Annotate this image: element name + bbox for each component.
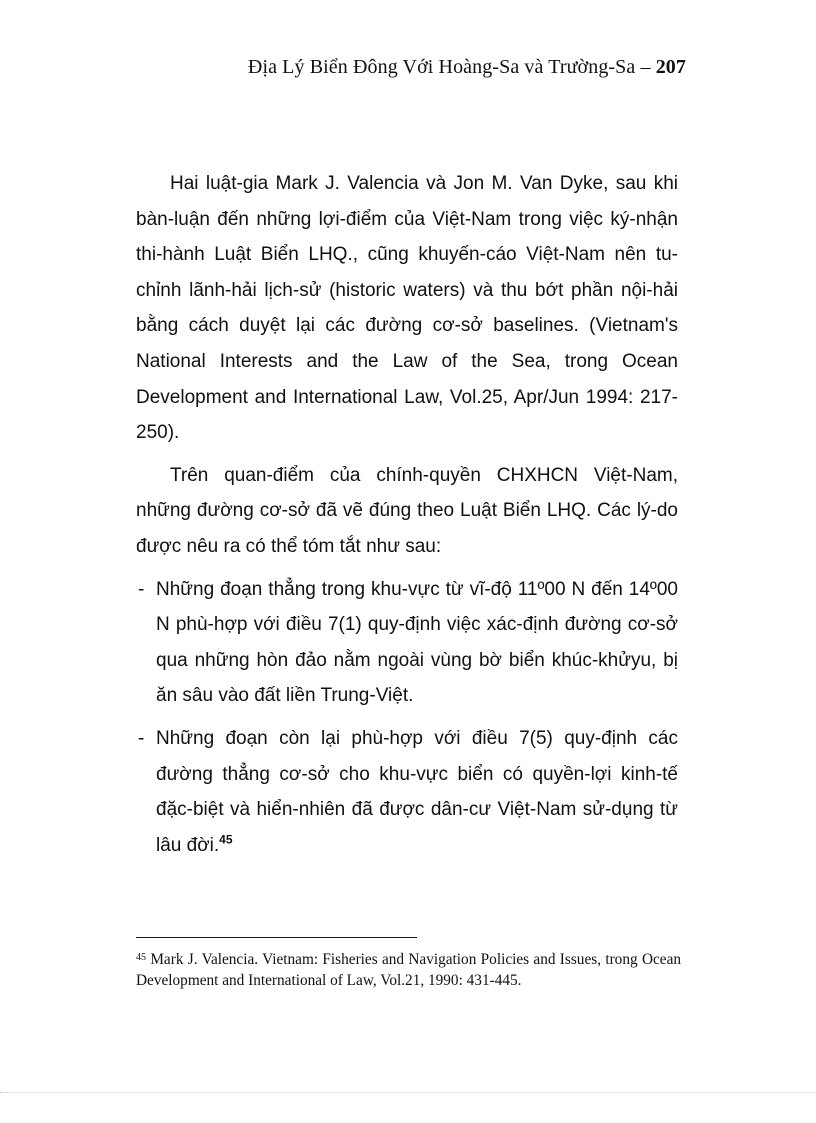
paragraph-1: Hai luật-gia Mark J. Valencia và Jon M. Van Dyke, sau khi bàn-luận đến những lợi-điểm của Việt-Nam trong việc ký-nhận thi-hành Luật Biển LHQ., cũng khuyến-cáo Việt-Nam nên tu-chỉnh lãnh-hải lịch-sử (historic waters) và thu bớt phần nội-hải bằng cách duyệt lại các đường cơ-sở baselines. (Vietnam's National Interests and the Law of the Sea, trong Ocean Development and International Law, Vol.25, Apr/Jun 1994: 217-250). <box>136 173 678 444</box>
main-text <box>136 166 678 863</box>
footnote-text: Mark J. Valencia. Vietnam: Fisheries and Navigation Policies and Issues, trong Ocean Development and International of Law, Vol.21, 1990: 431-445. <box>136 951 682 989</box>
footnote <box>136 949 681 991</box>
list-item-text: Những đoạn thẳng trong khu-vực từ vĩ-độ 11º00 N đến 14º00 N phù-hợp với điều 7(1) quy-định việc xác-định đường cơ-sở qua những hòn đảo nằm ngoài vùng bờ biển khúc-khửyu, bị ăn sâu vào đất liền Trung-Việt. <box>156 578 678 707</box>
page-number: 207 <box>655 56 686 78</box>
reason-list <box>136 572 678 864</box>
running-header <box>214 56 686 79</box>
footnote-marker: 45 <box>136 952 146 963</box>
list-item-text: Những đoạn còn lại phù-hợp với điều 7(5) quy-định các đường thẳng cơ-sở cho khu-vực biển có quyền-lợi kinh-tế đặc-biệt và hiển-nhiên đã được dân-cư Việt-Nam sử-dụng từ lâu đời. <box>156 727 678 856</box>
list-item <box>136 721 678 863</box>
footnote-separator <box>136 937 417 938</box>
paragraph-2: Trên quan-điểm của chính-quyền CHXHCN Việt-Nam, những đường cơ-sở đã vẽ đúng theo Luật Biển LHQ. Các lý-do được nêu ra có thể tóm tắt như sau: <box>136 464 678 557</box>
list-item <box>136 572 678 714</box>
footnote-reference[interactable]: 45 <box>219 832 233 847</box>
page-bottom-border <box>0 1092 816 1093</box>
header-title: Địa Lý Biển Đông Với Hoàng-Sa và Trường-Sa – <box>247 56 651 78</box>
